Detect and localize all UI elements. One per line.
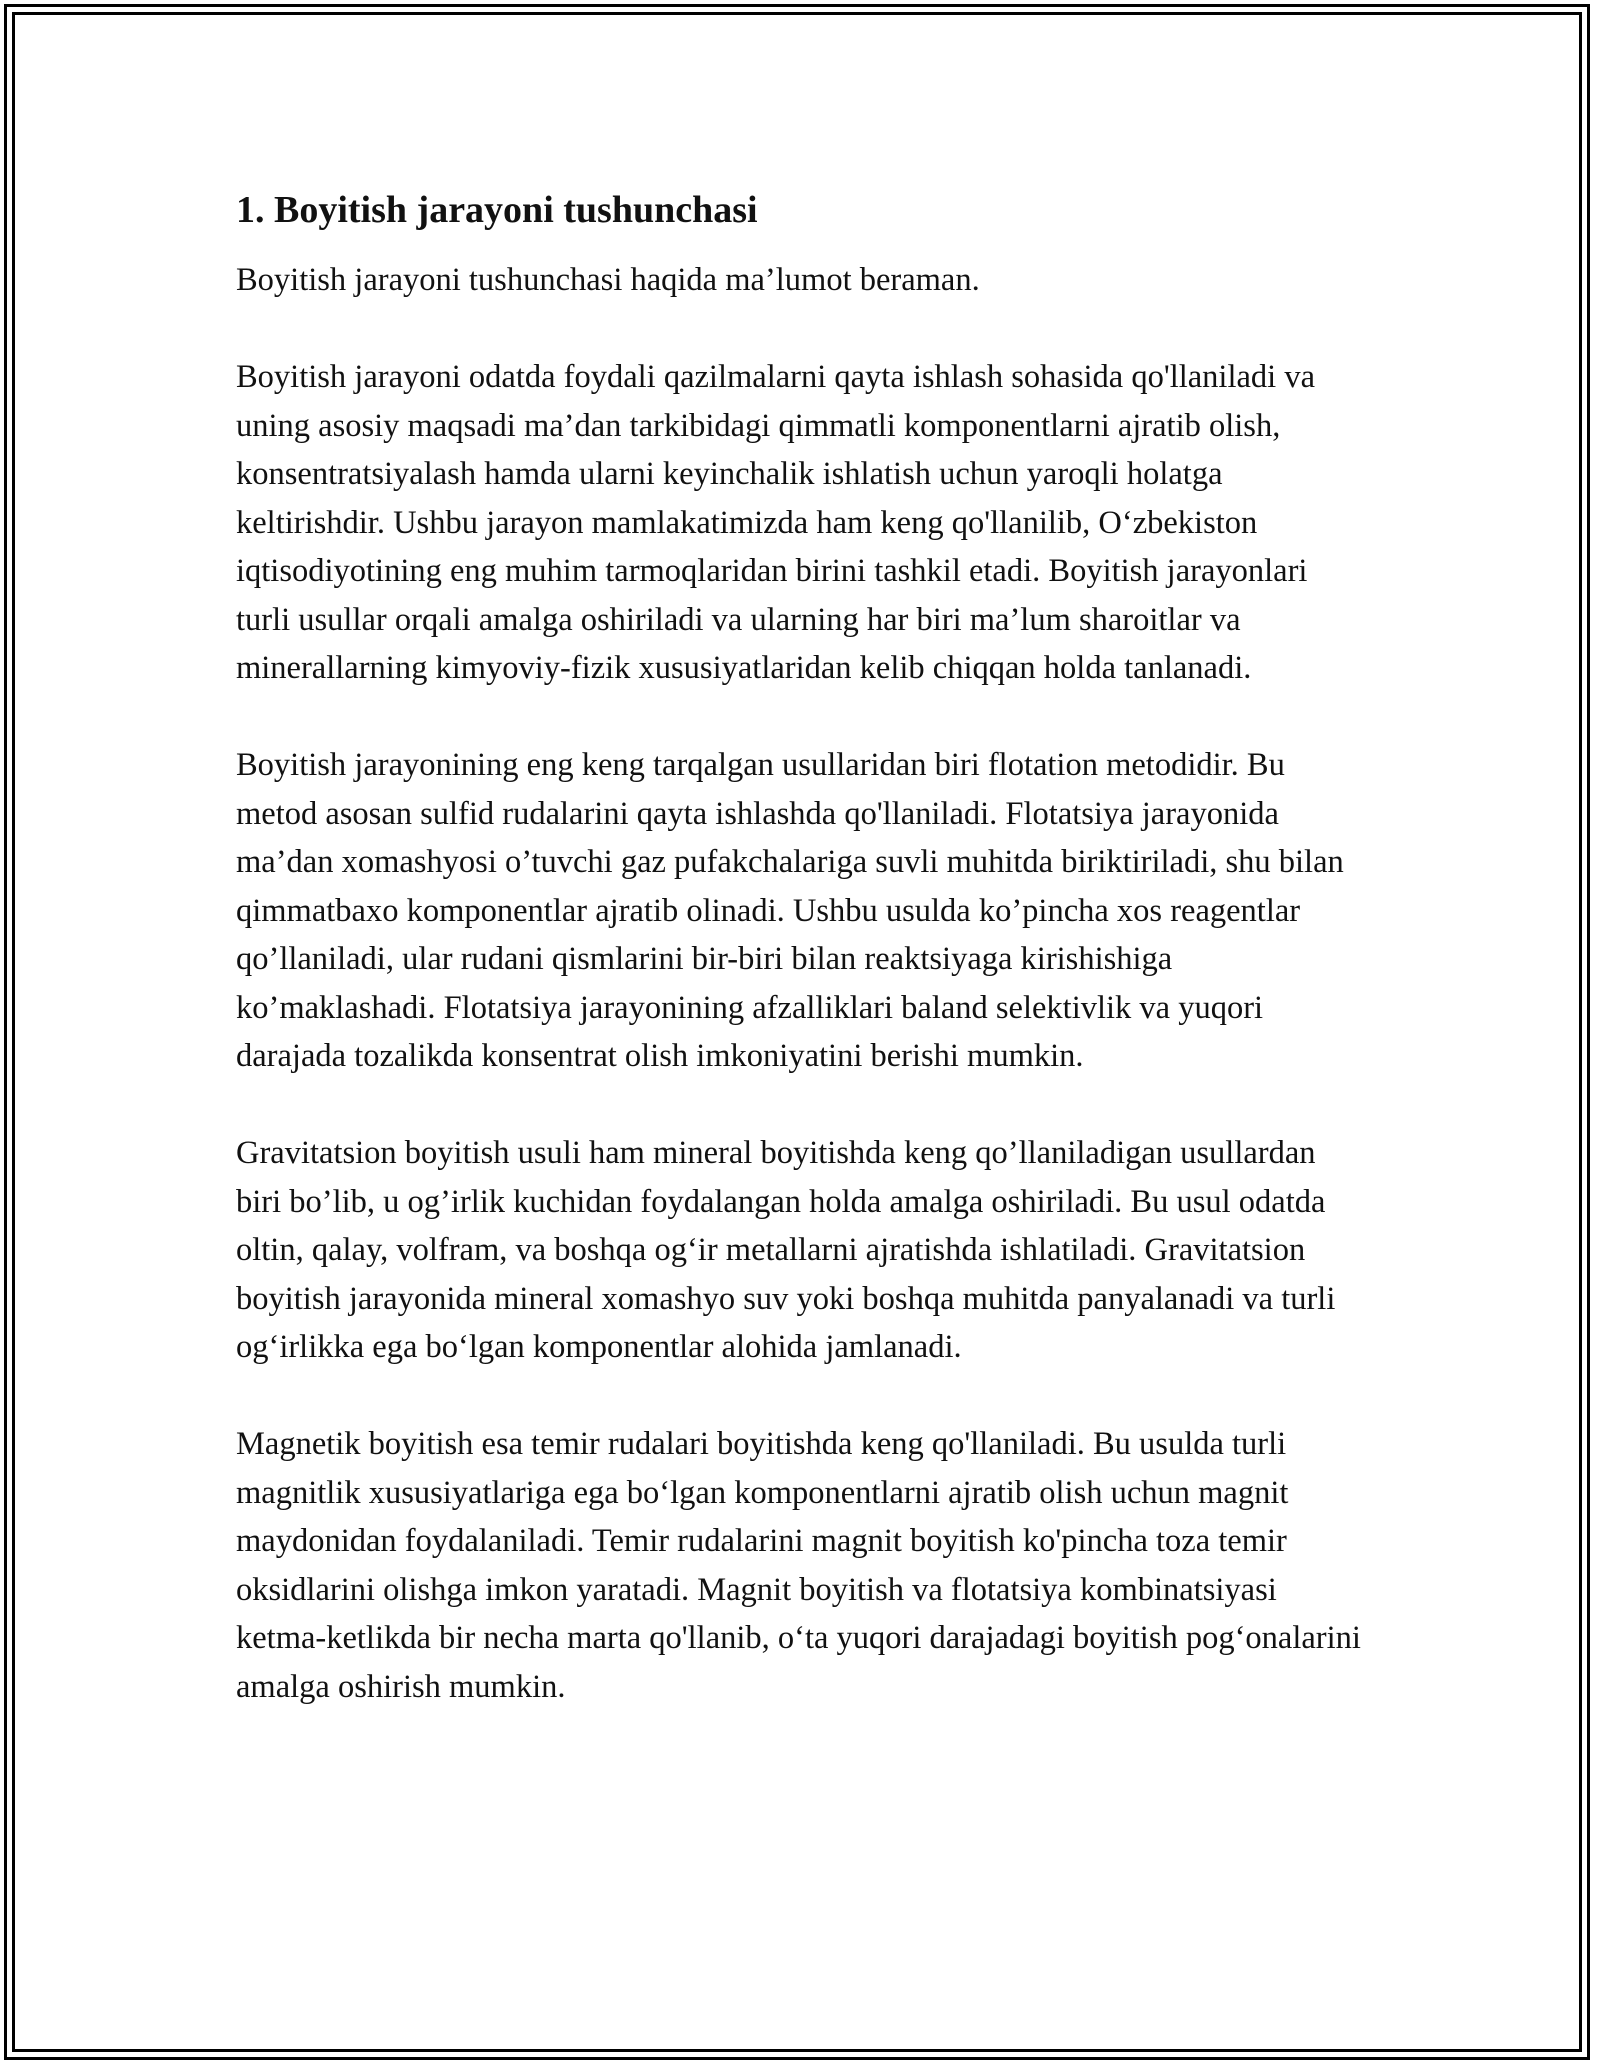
section-heading: 1. Boyitish jarayoni tushunchasi [236, 189, 758, 231]
paragraph-gravitation: Gravitatsion boyitish usuli ham mineral boyitishda keng qo’llaniladigan usullardan biri bo’lib, u og’irlik kuchidan foydalangan holda amalga oshiriladi. Bu usul odatda oltin, qalay, volfram, va boshqa og‘ir metallarni ajratishda ishlatiladi. Gravitatsion boyitish jarayonida mineral xomashyo suv yoki boshqa muhitda panyalanadi va turli og‘irlikka ega bo‘lgan komponentlar alohida jamlanadi. [236, 1135, 1336, 1365]
document-body [236, 186, 1366, 1760]
paragraph-flotation: Boyitish jarayonining eng keng tarqalgan usullaridan biri flotation metodidir. Bu metod asosan sulfid rudalarini qayta ishlashda qo'llaniladi. Flotatsiya jarayonida ma’dan xomashyosi o’tuvchi gaz pufakchalariga suvli muhitda biriktiriladi, shu bilan qimmatbaxo komponentlar ajratib olinadi. Ushbu usulda ko’pincha xos reagentlar qo’llaniladi, ular rudani qismlarini bir-biri bilan reaktsiyaga kirishishiga ko’maklashadi. Flotatsiya jarayonining afzalliklari baland selektivlik va yuqori darajada tozalikda konsentrat olish imkoniyatini berishi mumkin. [236, 747, 1344, 1074]
paragraph-overview: Boyitish jarayoni odatda foydali qazilmalarni qayta ishlash sohasida qo'llaniladi va uning asosiy maqsadi ma’dan tarkibidagi qimmatli komponentlarni ajratib olish, konsentratsiyalash hamda ularni keyinchalik ishlatish uchun yaroqli holatga keltirishdir. Ushbu jarayon mamlakatimizda ham keng qo'llanilib, O‘zbekiston iqtisodiyotining eng muhim tarmoqlaridan birini tashkil etadi. Boyitish jarayonlari turli usullar orqali amalga oshiriladi va ularning har biri ma’lum sharoitlar va minerallarning kimyoviy-fizik xususiyatlaridan kelib chiqqan holda tanlanadi. [236, 359, 1315, 686]
paragraph-intro: Boyitish jarayoni tushunchasi haqida ma’lumot beraman. [236, 262, 980, 298]
paragraph-magnetic: Magnetik boyitish esa temir rudalari boyitishda keng qo'llaniladi. Bu usulda turli magnitlik xususiyatlariga ega bo‘lgan komponentlarni ajratib olish uchun magnit maydonidan foydalaniladi. Temir rudalarini magnit boyitish ko'pincha toza temir oksidlarini olishga imkon yaratadi. Magnit boyitish va flotatsiya kombinatsiyasi ketma-ketlikda bir necha marta qo'llanib, o‘ta yuqori darajadagi boyitish pog‘onalarini amalga oshirish mumkin. [236, 1426, 1361, 1705]
